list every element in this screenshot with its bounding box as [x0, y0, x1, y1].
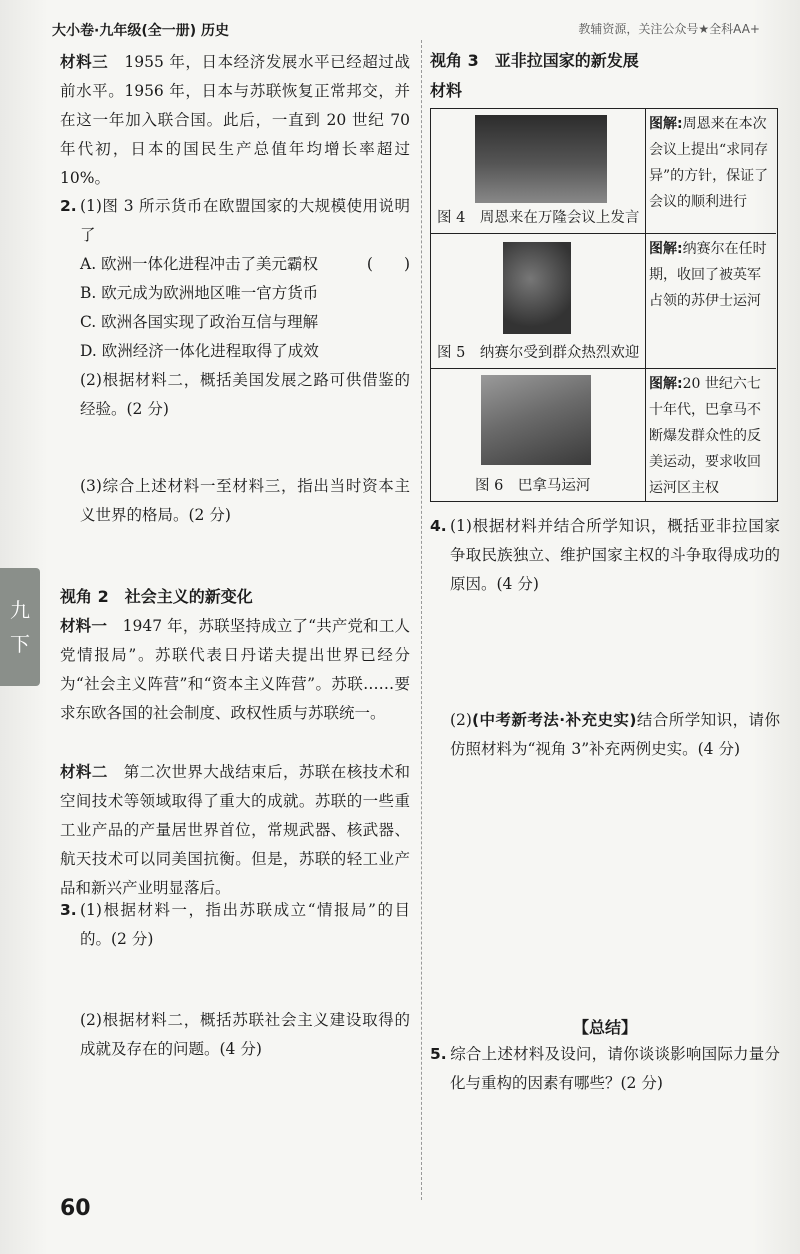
- question-3-number: 3.: [60, 901, 77, 919]
- question-3-block: [60, 896, 410, 954]
- question-2-block: [60, 192, 410, 424]
- question-4-number: 4.: [430, 517, 447, 535]
- note-label: 图解:: [649, 241, 683, 257]
- question-2-number: 2.: [60, 197, 77, 215]
- option-a[interactable]: A. 欧洲一体化进程冲击了美元霸权: [80, 255, 319, 273]
- watermark-header: 教辅资源，关注公众号★全科AA+: [578, 22, 760, 36]
- question-4-part-1: (1)根据材料并结合所学知识，概括亚非拉国家争取民族独立、维护国家主权的斗争取得成功的原因。(4 分): [450, 517, 780, 593]
- page-number: 60: [60, 1196, 91, 1221]
- figure-4-note: [649, 111, 773, 215]
- option-b[interactable]: B. 欧元成为欧洲地区唯一官方货币: [80, 284, 319, 302]
- figure-5-cell: [431, 234, 646, 368]
- table-row: [431, 234, 776, 369]
- material-1-text: 1947 年，苏联坚持成立了“共产党和工人党情报局”。苏联代表日丹诺夫提出世界已经分为“社会主义阵营”和“资本主义阵营”。苏联……要求东欧各国的社会制度、政权性质与苏联统一。: [60, 617, 410, 722]
- side-tab-char-1: 九: [10, 598, 30, 622]
- figure-4-photo: [475, 115, 607, 203]
- material-label: 材料: [430, 81, 463, 100]
- question-4-block: [430, 512, 780, 599]
- figure-5-caption: 图 5 纳赛尔受到群众热烈欢迎: [437, 345, 640, 361]
- perspective-3-title: 视角 3 亚非拉国家的新发展: [430, 51, 639, 70]
- question-2-part-3: (3)综合上述材料一至材料三，指出当时资本主义世界的格局。(2 分): [80, 477, 410, 524]
- material-2-text: 第二次世界大战结束后，苏联在核技术和空间技术等领域取得了重大的成就。苏联的一些重工业产品的产量居世界首位，常规武器、核武器、航天技术可以同美国抗衡。但是，苏联的轻工业产品和新兴产业明显落后。: [60, 763, 410, 897]
- question-4-part-2: (2)(中考新考法·补充史实)结合所学知识，请你仿照材料为“视角 3”补充两例史实。(4 分): [450, 711, 780, 758]
- note-label: 图解:: [649, 116, 683, 132]
- question-2-part-1: (1)图 3 所示货币在欧盟国家的大规模使用说明了: [80, 197, 410, 244]
- question-4-tag: (中考新考法·补充史实): [471, 711, 637, 729]
- book-title-header: 大小卷·九年级(全一册) 历史: [52, 23, 229, 39]
- table-row: [431, 109, 776, 234]
- material-2-label: 材料二: [60, 763, 108, 781]
- note-label: 图解:: [649, 376, 683, 392]
- question-2-part-2: (2)根据材料二，概括美国发展之路可供借鉴的经验。(2 分): [80, 371, 410, 418]
- figure-6-note: [649, 371, 773, 501]
- material-1-label: 材料一: [60, 617, 107, 635]
- figure-5-photo: [503, 242, 571, 334]
- material-3-label: 材料三: [60, 53, 109, 71]
- perspective-2-material-1: [60, 612, 410, 728]
- materials-table: [430, 108, 778, 502]
- note-text: 20 世纪六七十年代，巴拿马不断爆发群众性的反美运动，要求收回运河区主权: [649, 376, 761, 496]
- note-text: 纳赛尔在任时期，收回了被英军占领的苏伊士运河: [649, 241, 767, 309]
- figure-4-caption: 图 4 周恩来在万隆会议上发言: [437, 210, 640, 226]
- figure-4-cell: [431, 109, 646, 233]
- figure-6-caption: 图 6 巴拿马运河: [475, 478, 591, 494]
- perspective-2-title: 视角 2 社会主义的新变化: [60, 587, 253, 606]
- figure-5-note: [649, 236, 773, 314]
- question-3-part-1: (1)根据材料一，指出苏联成立“情报局”的目的。(2 分): [80, 901, 410, 948]
- table-row: [431, 369, 776, 501]
- answer-paren: ( ): [366, 255, 410, 273]
- question-4-part-2-text: 结合所学知识，请你仿照材料为“视角 3”补充两例史实。(4 分): [450, 711, 780, 758]
- material-3-text: 1955 年，日本经济发展水平已经超过战前水平。1956 年，日本与苏联恢复正常邦交，并在这一年加入联合国。此后，一直到 20 世纪 70 年代初，日本的国民生产总值年均增长率超过 10%。: [60, 53, 410, 187]
- summary-title: 【总结】: [572, 1018, 637, 1037]
- option-d[interactable]: D. 欧洲经济一体化进程取得了成效: [80, 342, 319, 360]
- note-text: 周恩来在本次会议上提出“求同存异”的方针，保证了会议的顺利进行: [649, 116, 769, 210]
- option-c[interactable]: C. 欧洲各国实现了政治互信与理解: [80, 313, 319, 331]
- question-5-block: [430, 1040, 780, 1098]
- grade-side-tab: [0, 568, 40, 686]
- question-5-text: 综合上述材料及设问，请你谈谈影响国际力量分化与重构的因素有哪些？(2 分): [450, 1045, 780, 1092]
- figure-6-photo: [481, 375, 591, 465]
- question-5-number: 5.: [430, 1045, 447, 1063]
- question-3-part-2: (2)根据材料二，概括苏联社会主义建设取得的成就及存在的问题。(4 分): [80, 1011, 410, 1058]
- side-tab-char-2: 下: [10, 632, 30, 656]
- figure-6-cell: [431, 369, 646, 501]
- perspective-2-material-2: [60, 758, 410, 903]
- column-divider: [421, 40, 422, 1200]
- material-3-block: [60, 48, 410, 193]
